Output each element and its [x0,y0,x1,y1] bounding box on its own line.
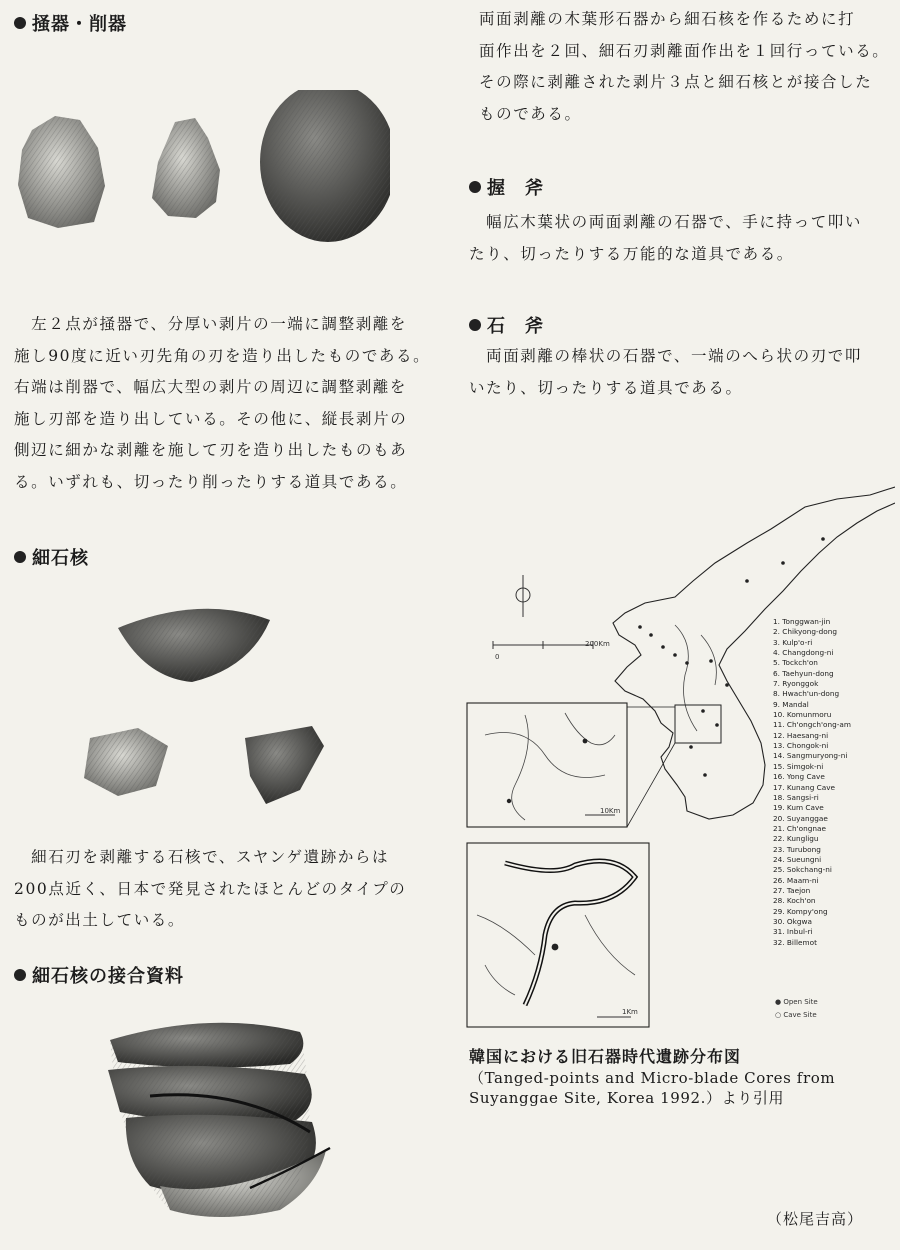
site-legend-item: 2. Chikyong-dong [773,627,838,637]
map-caption-source: （Tanged-points and Micro-blade Cores from Suyanggae Site, Korea 1992.）より引用 [469,1069,836,1107]
key-cave-site: ○ Cave Site [775,1011,817,1019]
heading-stone-axe: 石 斧 [469,312,544,338]
site-legend-item: 9. Mandal [773,699,809,709]
heading-microblade-core: 細石核 [14,544,89,570]
scraper-photo [10,90,390,255]
author-credit: （松尾吉高） [767,1210,864,1228]
site-legend-item: 11. Ch'ongch'ong-am [773,720,851,730]
site-legend-item: 30. Okgwa [773,916,812,926]
site-legend-item: 1. Tonggwan-jin [773,617,831,626]
site-legend-item: 32. Billemot [773,937,817,947]
site-legend-item: 28. Koch'on [773,896,816,906]
inset2-scale-label: 1Km [622,1008,638,1016]
bullet-icon [14,551,26,563]
scale-label: 200Km [585,640,610,648]
inset-map-2 [467,843,649,1027]
site-legend-item: 20. Suyanggae [773,813,828,823]
bullet-icon [14,17,26,29]
inset1-scale-label: 10Km [600,807,621,815]
hand-axe-description: 幅広木葉状の両面剥離の石器で、手に持って叩い たり、切ったりする万能的な道具である。 [469,213,862,263]
site-legend-item: 26. Maam-ni [773,875,819,885]
heading-scraper: 掻器・削器 [14,10,127,36]
scale-bar [493,641,593,649]
key-open-site: ● Open Site [775,998,818,1006]
scale-zero-label: 0 [495,653,500,661]
bullet-icon [469,181,481,193]
site-legend-item: 10. Komunmoru [773,710,832,720]
microblade-core-photo [60,590,410,820]
site-legend-item: 23. Turubong [773,844,821,854]
site-legend-item: 7. Ryonggok [773,679,819,689]
site-legend-item: 27. Taejon [773,885,811,895]
stone-axe-description: 両面剥離の棒状の石器で、一端のへら状の刃で叩 いたり、切ったりする道具である。 [469,347,862,397]
site-legend-item: 29. Kompy'ong [773,906,828,916]
heading-refitted-core: 細石核の接合資料 [14,962,184,988]
north-arrow-icon [516,575,530,617]
site-legend-item: 16. Yong Cave [773,772,825,782]
bullet-icon [469,319,481,331]
refitted-core-photo [90,1010,350,1225]
site-legend-item: 31. Inbul-ri [773,927,813,937]
site-legend-item: 14. Sangmuryong-ni [773,751,848,761]
site-legend-item: 21. Ch'ongnae [773,823,826,833]
site-legend-item: 22. Kungligu [773,834,819,844]
site-legend-list [773,617,851,948]
site-legend-item: 4. Changdong-ni [773,648,834,658]
site-legend-item: 18. Sangsi-ri [773,792,819,802]
site-legend-item: 6. Taehyun-dong [773,668,834,678]
site-legend-item: 13. Chongok-ni [773,741,829,751]
scraper-description: 左２点が掻器で、分厚い剥片の一端に調整剥離を 施し90度に近い刃先角の刃を造り出したものである。 右端は削器で、幅広大型の剥片の周辺に調整剥離を 施し刃部を造り出している。その他に、縦長剥片の 側辺に細かな剥離を施して刃を造り出したものもあ る。いずれも、切ったり削ったりする道具である。 [14,315,431,491]
refitted-core-description: 両面剥離の木葉形石器から細石核を作るために打 面作出を２回、細石刃剥離面作出を１回行っている。 その際に剥離された剥片３点と細石核とが接合した ものである。 [479,10,890,123]
map-caption-title: 韓国における旧石器時代遺跡分布図 [469,1047,742,1066]
microblade-core-description: 細石刃を剥離する石核で、スヤンゲ遺跡からは 200点近く、日本で発見されたほとんどのタイプの ものが出土している。 [14,848,407,929]
site-legend-item: 25. Sokchang-ni [773,865,832,875]
site-legend-item: 8. Hwach'un-dong [773,689,840,699]
site-legend-item: 19. Kum Cave [773,803,824,813]
site-legend-item: 3. Kulp'o-ri [773,637,813,647]
heading-hand-axe: 握 斧 [469,174,544,200]
site-legend-item: 5. Tockch'on [773,658,818,668]
korea-outline [613,487,895,819]
site-legend-item: 17. Kunang Cave [773,782,836,792]
site-legend-item: 12. Haesang-ni [773,730,829,740]
bullet-icon [14,969,26,981]
site-legend-item: 24. Sueungni [773,854,822,864]
site-legend-item: 15. Simgok-ni [773,761,824,771]
